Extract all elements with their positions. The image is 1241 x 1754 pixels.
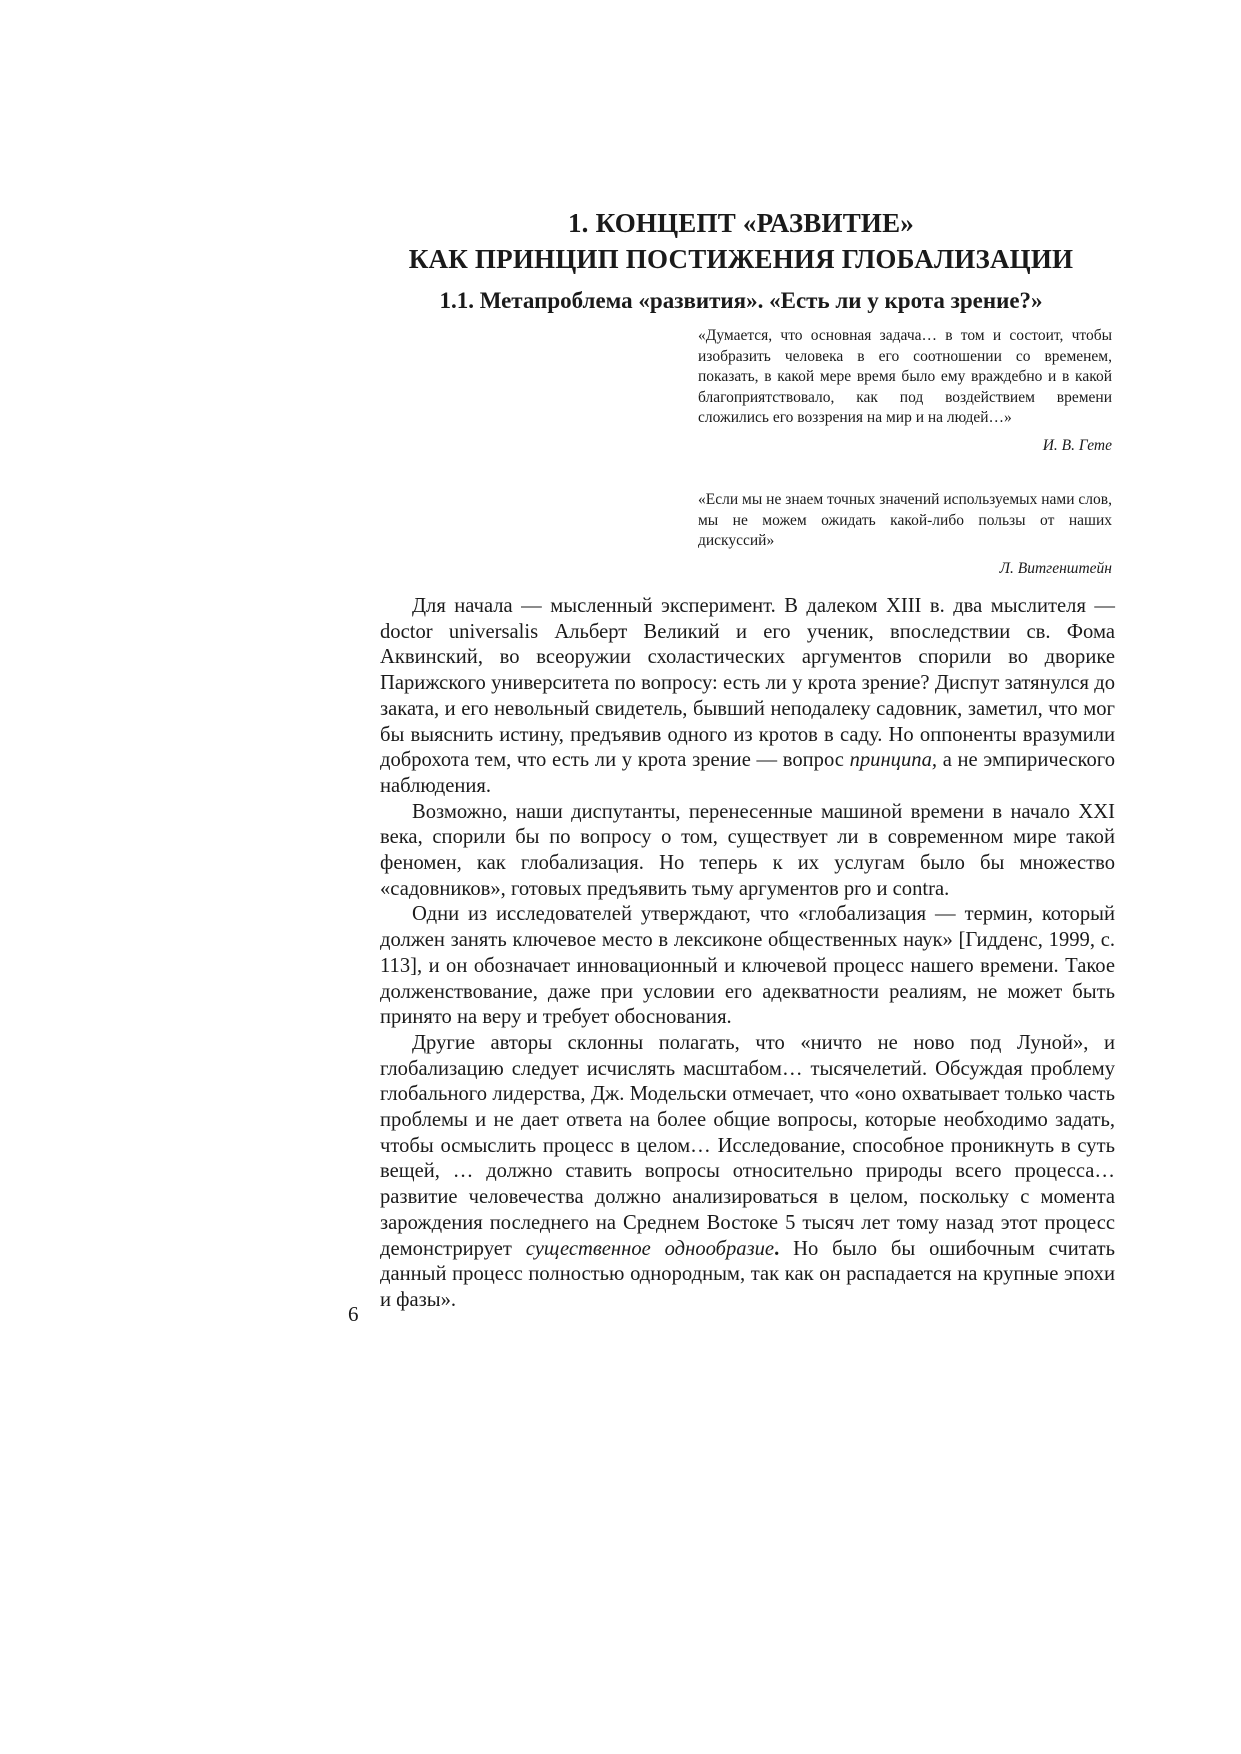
epigraph-author: И. В. Гете — [1042, 436, 1112, 454]
paragraph-2: Возможно, наши диспутанты, перенесенные машиной времени в начало XXI века, спорили бы по вопросу о том, существует ли в современном мире такой феномен, как глобализация. Но теперь к их услугам было бы множество «садовников», готовых предъявить тьму аргументов pro и contra. — [380, 800, 1115, 900]
section-title: 1.1. Метапроблема «развития». «Есть ли у крота зрение?» — [439, 288, 1043, 313]
paragraph-3: Одни из исследователей утверждают, что «глобализация — термин, который должен занять ключевое место в лексиконе общественных наук» [Гидденс, 1999, с. 113], и он обозначает инновационный и ключевой процесс нашего времени. Такое долженствование, даже при условии его адекватности реалиям, не может быть принято на веру и требует обоснования. — [380, 903, 1115, 1029]
epigraph-wittgenstein — [698, 490, 1112, 579]
epigraph-quote: «Если мы не знаем точных значений используемых нами слов, мы не можем ожидать какой-либо пользы от наших дискуссий» — [698, 491, 1112, 549]
chapter-title — [380, 205, 1102, 277]
chapter-title-line-2: КАК ПРИНЦИП ПОСТИЖЕНИЯ ГЛОБАЛИЗАЦИИ — [408, 244, 1074, 274]
paragraph-4-text-a: Другие авторы склонны полагать, что «ничто не ново под Луной», и глобализацию следует исчислять масштабом… тысячелетий. Обсуждая проблему глобального лидерства, Дж. Модельски отмечает, что «оно охватывает только часть проблемы и не дает ответа на более общие вопросы, которые необходимо задать, чтобы осмыслить процесс в целом… Исследование, способное проникнуть в суть вещей, … должно ставить вопросы относительно природы всего процесса… развитие человечества должно анализироваться в целом, поскольку с момента зарождения последнего на Среднем Востоке 5 тысяч лет тому назад этот процесс демонстрирует — [380, 1031, 1115, 1260]
epigraph-goethe — [698, 326, 1112, 456]
paragraph-1-text-a: Для начала — мысленный эксперимент. В далеком XIII в. два мыслителя — doctor universalis Альберт Великий и его ученик, впоследствии св. Фома Аквинский, во всеоружии схоластических аргументов спорили во дворике Парижского университета по вопросу: есть ли у крота зрение? Диспут затянулся до заката, и его невольный свидетель, бывший неподалеку садовник, заметил, что мог бы выяснить истину, предъявив одного из кротов в саду. Но оппоненты вразумили доброхота тем, что есть ли у крота зрение — вопрос — [380, 595, 1115, 772]
body-text — [380, 594, 1115, 1314]
chapter-title-line-1: 1. КОНЦЕПТ «РАЗВИТИЕ» — [567, 208, 915, 238]
epigraph-quote: «Думается, что основная задача… в том и состоит, чтобы изобразить человека в его соотношении со временем, показать, в какой мере время было ему враждебно и в какой благоприятствовало, как под воздействием времени сложились его воззрения на мир и на людей…» — [698, 327, 1112, 426]
paragraph-4 — [380, 1031, 1115, 1314]
paragraph-1-italic: принципа, — [849, 749, 938, 772]
page-number: 6 — [348, 1302, 359, 1326]
epigraph-author: Л. Витгенштейн — [999, 559, 1112, 577]
paragraph-1 — [380, 594, 1115, 800]
paragraph-1-text-b: а не эмпирического наблюдения. — [380, 749, 1116, 797]
paragraph-4-italic: существенное однообразие — [525, 1237, 775, 1260]
paragraph-4-bold: . — [774, 1237, 780, 1260]
paragraph-4-text-b: Но было бы ошибочным считать данный процесс полностью однородным, так как он распадается на крупные эпохи и фазы». — [380, 1237, 1115, 1311]
